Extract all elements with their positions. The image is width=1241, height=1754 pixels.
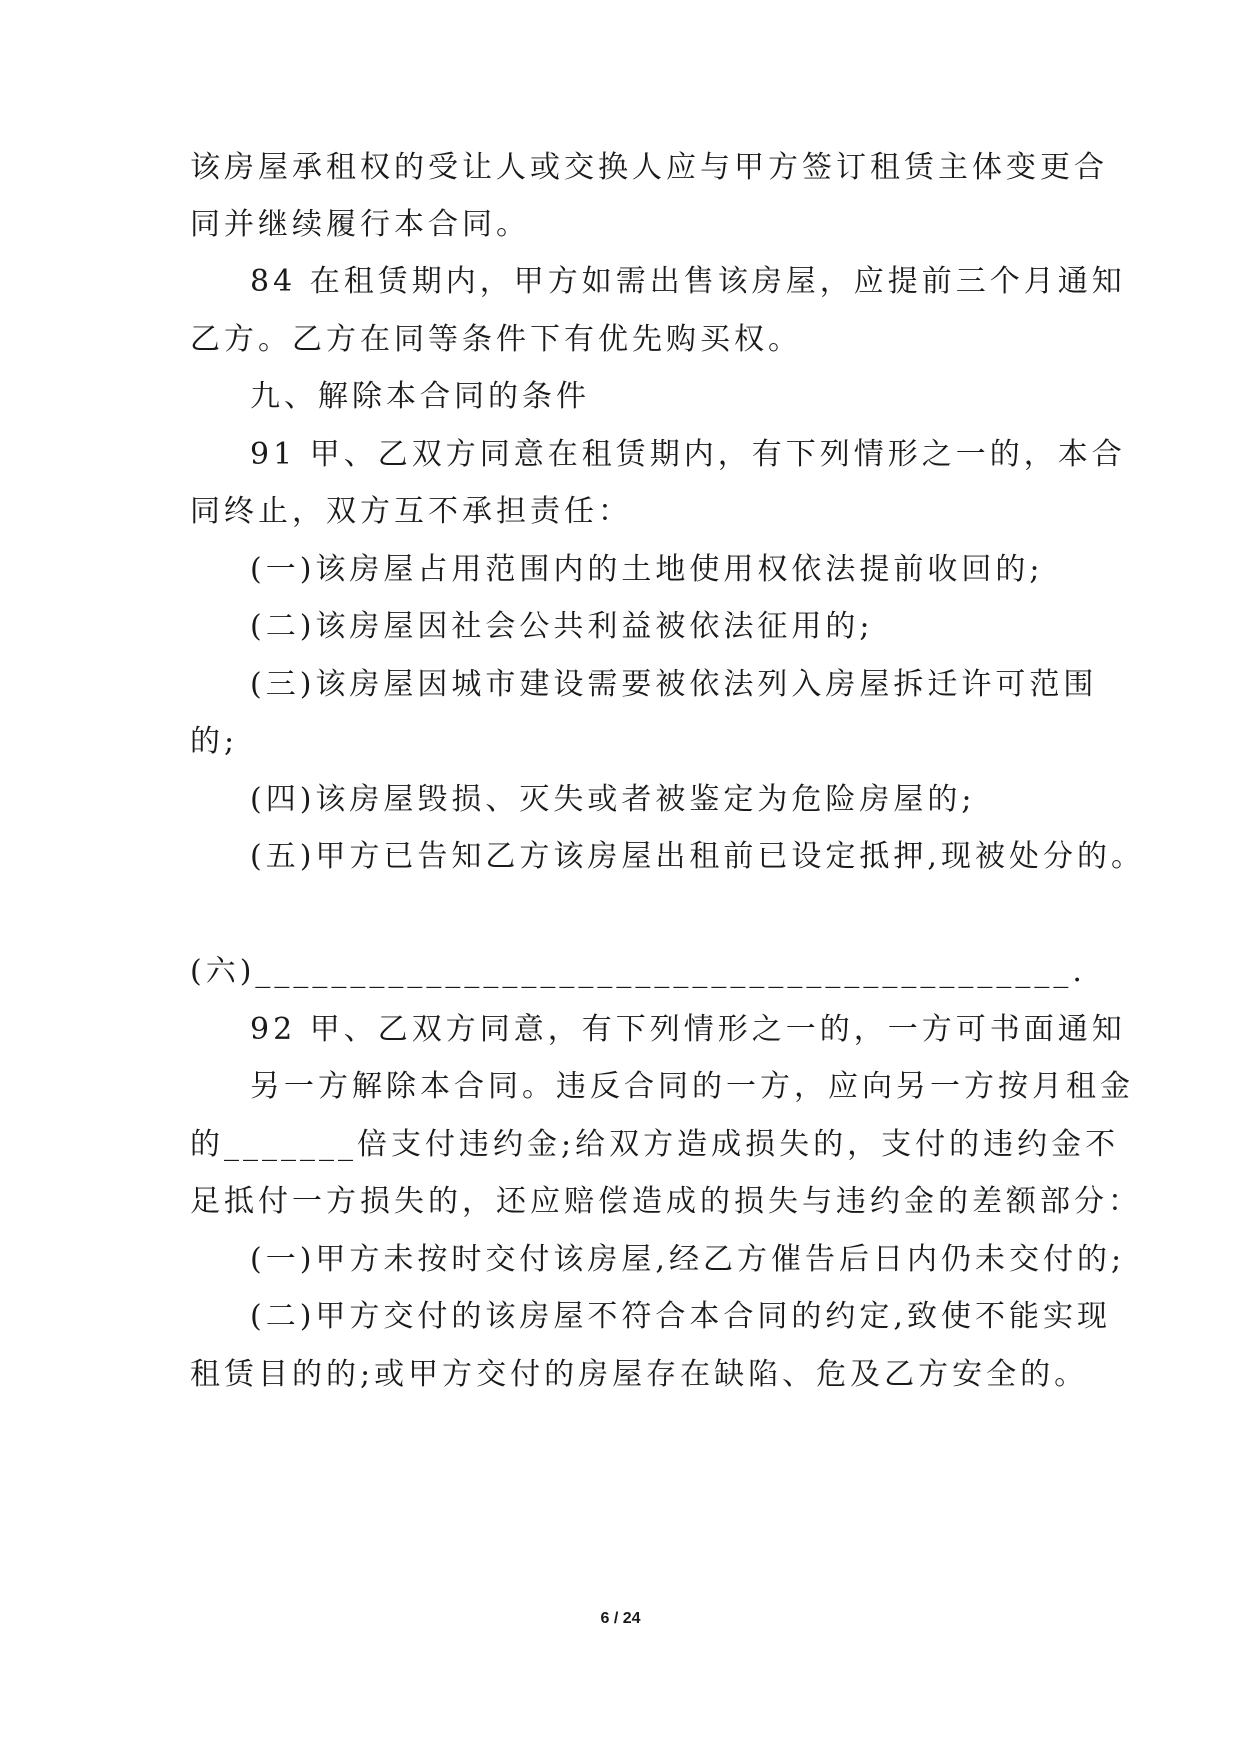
list-item: (四)该房屋毁损、灭失或者被鉴定为危险房屋的; [250, 782, 976, 817]
text-line: 同并继续履行本合同。 [190, 207, 530, 242]
text-line: 92 甲、乙双方同意，有下列情形之一的，一方可书面通知 [250, 1012, 1126, 1047]
text-line: 同终止，双方互不承担责任： [190, 494, 632, 529]
list-item: (六)___________________________________________. [190, 954, 1086, 989]
list-item: (一)该房屋占用范围内的土地使用权依法提前收回的; [250, 552, 1044, 587]
list-item: (二)甲方交付的该房屋不符合本合同的约定,致使不能实现 [250, 1299, 1111, 1334]
list-item: (五)甲方已告知乙方该房屋出租前已设定抵押,现被处分的。 [250, 839, 1145, 874]
page-number: 6 / 24 [600, 1610, 641, 1627]
text-line: 的_______倍支付违约金;给双方造成损失的，支付的违约金不 [190, 1127, 1120, 1162]
text-line: 另一方解除本合同。违反合同的一方，应向另一方按月租金 [250, 1069, 1134, 1104]
text-line: 乙方。乙方在同等条件下有优先购买权。 [190, 322, 802, 357]
text-line: 足抵付一方损失的，还应赔偿造成的损失与违约金的差额部分： [190, 1184, 1142, 1219]
text-line: 的; [190, 724, 239, 759]
list-item: (三)该房屋因城市建设需要被依法列入房屋拆迁许可范围 [250, 667, 1098, 702]
text-line: 租赁目的的;或甲方交付的房屋存在缺陷、危及乙方安全的。 [190, 1357, 1089, 1392]
list-item: (二)该房屋因社会公共利益被依法征用的; [250, 609, 874, 644]
text-line: 91 甲、乙双方同意在租赁期内，有下列情形之一的，本合 [250, 437, 1126, 472]
text-line: 84 在租赁期内，甲方如需出售该房屋，应提前三个月通知 [250, 264, 1126, 299]
section-heading: 九、解除本合同的条件 [250, 379, 590, 414]
text-line: 该房屋承租权的受让人或交换人应与甲方签订租赁主体变更合 [190, 150, 1108, 185]
list-item: (一)甲方未按时交付该房屋,经乙方催告后日内仍未交付的; [250, 1242, 1126, 1277]
